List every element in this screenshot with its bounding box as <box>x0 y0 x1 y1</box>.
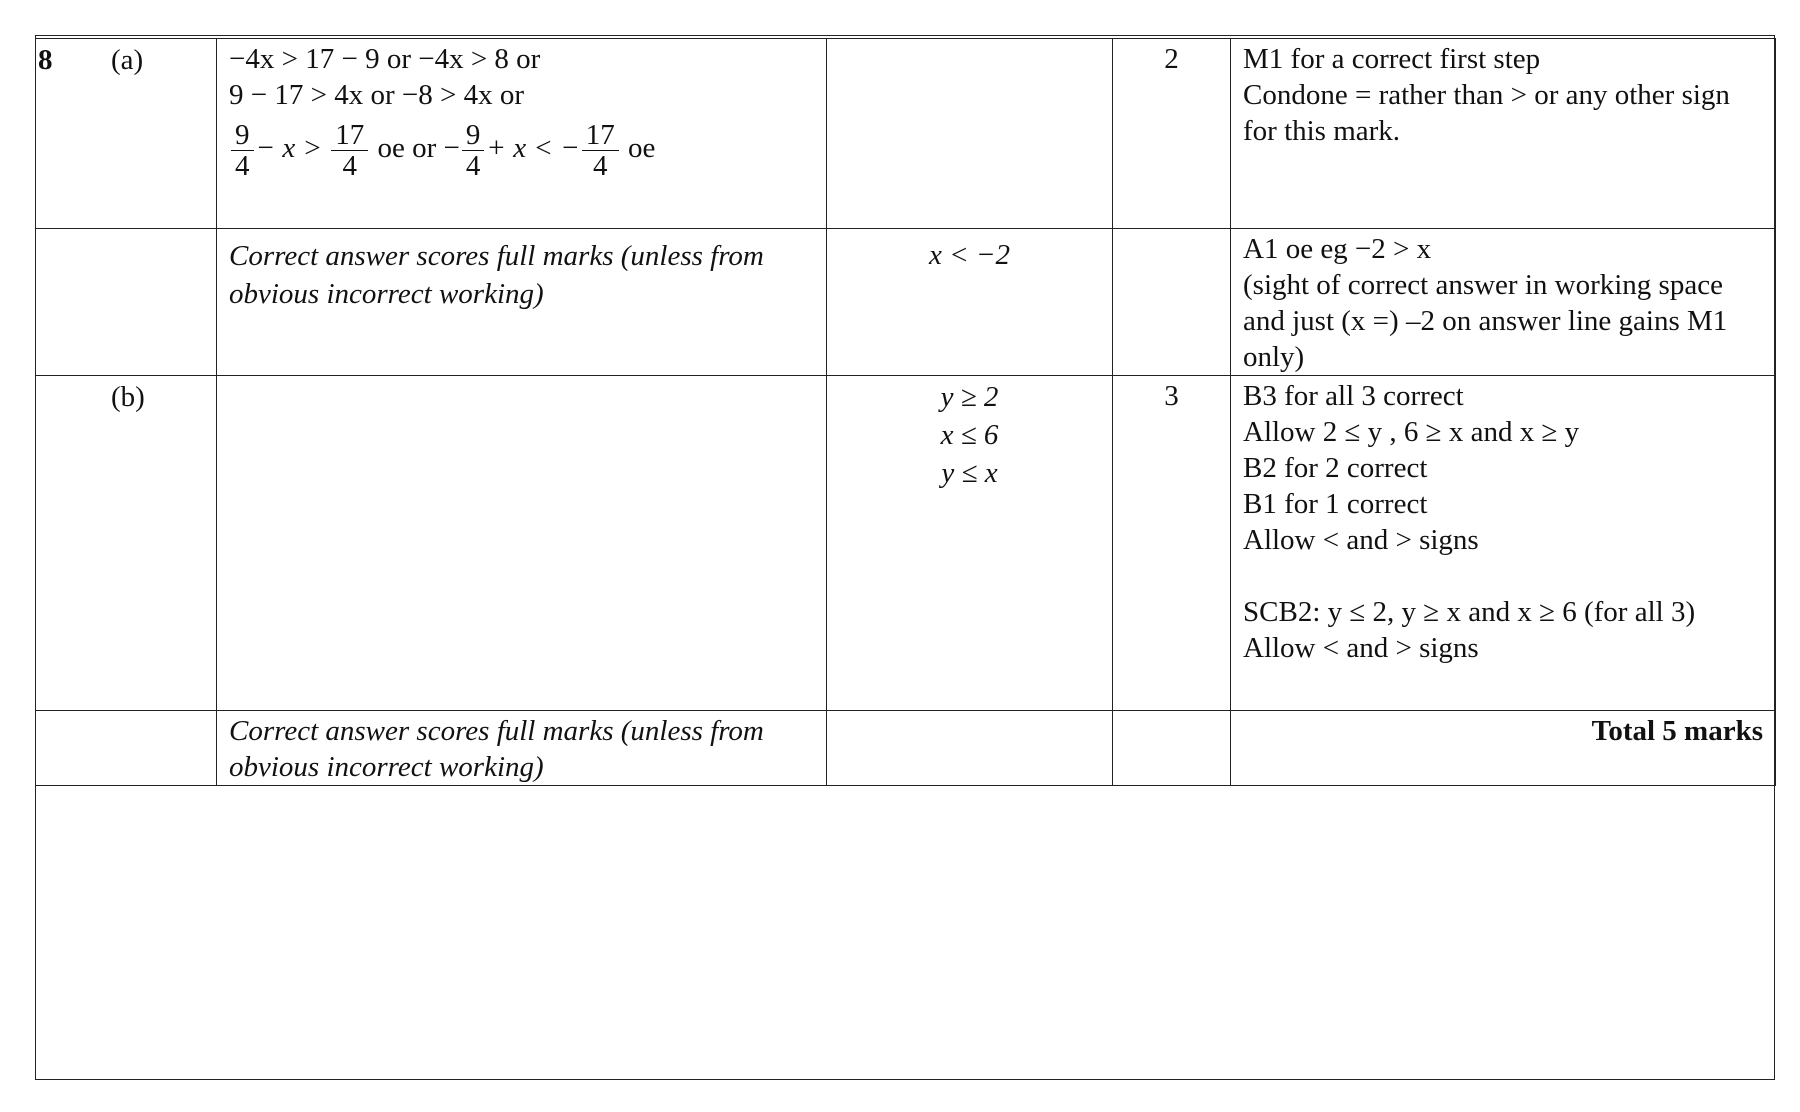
part-b-label: (b) <box>111 381 145 413</box>
notes-line: B3 for all 3 correct <box>1243 380 1464 412</box>
fraction-numerator: 17 <box>582 120 619 151</box>
marks-cell <box>1113 711 1231 786</box>
notes-line: Condone = rather than > or any other sign <box>1243 79 1730 111</box>
answer-cell <box>827 711 1113 786</box>
notes-line: M1 for a correct first step <box>1243 43 1541 75</box>
notes-line: Allow < and > signs <box>1243 524 1479 556</box>
mark-scheme-table <box>35 38 1776 786</box>
math-text: − <box>443 132 460 164</box>
notes-line: B1 for 1 correct <box>1243 488 1428 520</box>
notes-cell <box>1231 376 1776 711</box>
working-cell <box>217 229 827 376</box>
working-line: 9 − 17 > 4x or −8 > 4x or <box>229 79 524 111</box>
working-line: −4x > 17 − 9 or −4x > 8 or <box>229 43 541 75</box>
notes-line: A1 oe eg −2 > x <box>1243 233 1432 265</box>
notes-line: B2 for 2 correct <box>1243 452 1428 484</box>
table-row <box>36 229 1776 376</box>
full-marks-note: Correct answer scores full marks (unless from obvious incorrect working) <box>229 240 764 310</box>
fraction-denominator: 4 <box>465 149 481 182</box>
working-fraction-line <box>229 113 814 183</box>
answer-value: x < −2 <box>928 239 1010 271</box>
answer-cell <box>827 39 1113 229</box>
marks-cell <box>1113 39 1231 229</box>
marks-value: 2 <box>1164 43 1179 75</box>
fraction-numerator: 17 <box>331 120 368 151</box>
answer-value: y ≤ x <box>941 457 998 489</box>
notes-line: Allow 2 ≤ y , 6 ≥ x and x ≥ y <box>1243 416 1580 448</box>
marks-cell <box>1113 229 1231 376</box>
math-text: oe or <box>370 132 444 164</box>
table-row <box>36 376 1776 711</box>
notes-line: (sight of correct answer in working space <box>1243 269 1723 301</box>
question-number-cell <box>36 711 217 786</box>
notes-line: only) <box>1243 341 1305 373</box>
fraction-denominator: 4 <box>593 149 608 182</box>
notes-line: for this mark. <box>1243 115 1401 147</box>
math-text: + x < − <box>486 132 580 164</box>
answer-value: x ≤ 6 <box>940 419 999 451</box>
part-a-label: (a) <box>111 44 144 76</box>
answer-value: y ≥ 2 <box>940 381 999 413</box>
working-cell <box>217 711 827 786</box>
total-marks-cell <box>1231 711 1776 786</box>
answer-cell <box>827 229 1113 376</box>
notes-line: Allow < and > signs <box>1243 632 1479 664</box>
question-number-cell <box>36 39 217 229</box>
working-cell <box>217 376 827 711</box>
notes-line: SCB2: y ≤ 2, y ≥ x and x ≥ 6 (for all 3) <box>1243 596 1696 628</box>
fraction-numerator: 9 <box>231 120 254 151</box>
table-row <box>36 39 1776 229</box>
math-text: oe <box>620 132 656 164</box>
total-marks: Total 5 marks <box>1591 715 1763 747</box>
notes-cell <box>1231 229 1776 376</box>
marks-cell <box>1113 376 1231 711</box>
fraction-denominator: 4 <box>342 149 358 182</box>
math-text: − x > <box>255 132 323 164</box>
fraction <box>331 120 368 181</box>
fraction <box>462 120 485 181</box>
notes-line: and just (x =) –2 on answer line gains M1 <box>1243 305 1728 337</box>
answer-cell <box>827 376 1113 711</box>
fraction-denominator: 4 <box>235 149 250 182</box>
table-row <box>36 711 1776 786</box>
notes-spacer <box>1243 558 1763 594</box>
full-marks-note: Correct answer scores full marks (unless from obvious incorrect working) <box>229 715 764 783</box>
question-number-cell <box>36 376 217 711</box>
notes-cell <box>1231 39 1776 229</box>
working-cell <box>217 39 827 229</box>
fraction <box>231 120 254 181</box>
fraction <box>582 120 619 181</box>
question-number-cell <box>36 229 217 376</box>
marks-value: 3 <box>1164 380 1179 412</box>
question-number: 8 <box>38 44 53 76</box>
fraction-numerator: 9 <box>462 120 485 151</box>
